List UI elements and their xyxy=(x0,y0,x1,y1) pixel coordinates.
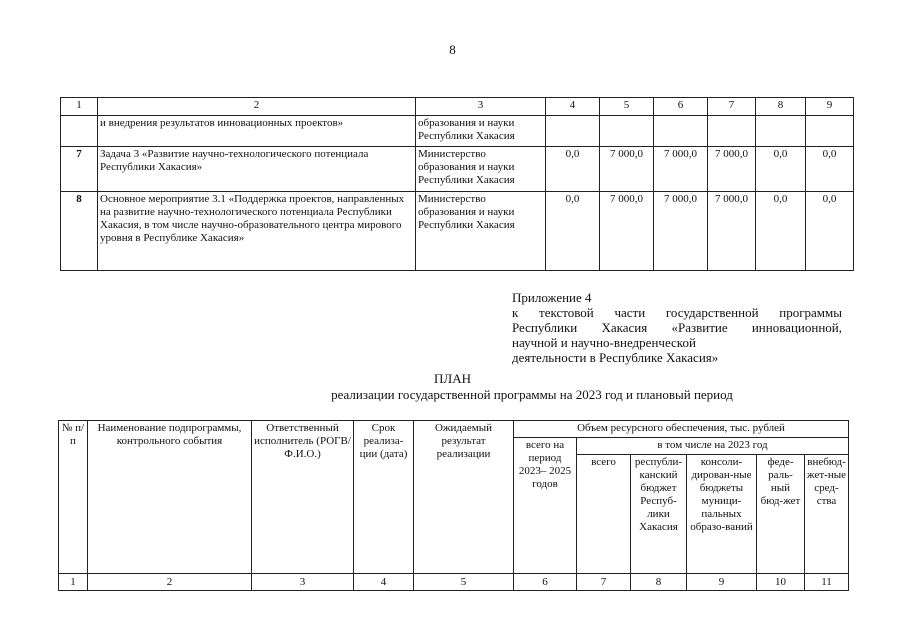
row-number: 8 xyxy=(61,192,98,271)
row-value: 7 000,0 xyxy=(708,147,756,192)
row-value: 0,0 xyxy=(756,192,806,271)
page-number: 8 xyxy=(449,42,456,57)
column-number: 1 xyxy=(59,574,88,591)
header-cell: 6 xyxy=(654,98,708,116)
header-num: № п/п xyxy=(59,421,88,574)
header-extra: внебюд-жет-ные сред-ства xyxy=(805,455,849,574)
row-executor: Министерство образования и науки Республики Хакасия xyxy=(416,147,546,192)
row-executor: образования и науки Республики Хакасия xyxy=(416,116,546,147)
column-number: 9 xyxy=(687,574,757,591)
column-number: 5 xyxy=(414,574,514,591)
row-value: 0,0 xyxy=(546,147,600,192)
appendix-heading xyxy=(512,290,842,365)
header-cell: 1 xyxy=(61,98,98,116)
header-executor: Ответственный исполнитель (РОГВ/Ф.И.О.) xyxy=(252,421,354,574)
column-number: 3 xyxy=(252,574,354,591)
appendix-line: к текстовой части государственной программы xyxy=(512,305,842,320)
header-municipal: консоли-дирован-ные бюджеты муници-пальных образо-ваний xyxy=(687,455,757,574)
column-number: 2 xyxy=(88,574,252,591)
row-name: и внедрения результатов инновационных проектов» xyxy=(98,116,416,147)
row-value: 0,0 xyxy=(756,147,806,192)
row-value xyxy=(546,116,600,147)
row-value: 0,0 xyxy=(806,192,854,271)
table-row xyxy=(61,116,854,147)
header-cell: 5 xyxy=(600,98,654,116)
header-name: Наименование подпрограммы, контрольного события xyxy=(88,421,252,574)
column-number: 11 xyxy=(805,574,849,591)
header-cell: 9 xyxy=(806,98,854,116)
header-cell: 3 xyxy=(416,98,546,116)
row-value: 7 000,0 xyxy=(600,192,654,271)
header-republic: республи-канский бюджет Респуб-лики Хакасия xyxy=(631,455,687,574)
header-total: всего xyxy=(577,455,631,574)
plan-table-header-row xyxy=(59,421,849,438)
header-incl-2023: в том числе на 2023 год xyxy=(577,438,849,455)
header-cell: 4 xyxy=(546,98,600,116)
plan-table xyxy=(58,420,849,591)
row-value xyxy=(806,116,854,147)
row-name: Основное мероприятие 3.1 «Поддержка проектов, направленных на развитие научно-технологического потенциала Республики Хакасия, в том числе научно-образовательного центра мирового уровня в Республике Хакасия» xyxy=(98,192,416,271)
row-value: 0,0 xyxy=(546,192,600,271)
row-value: 7 000,0 xyxy=(600,147,654,192)
appendix-line: деятельности в Республике Хакасия» xyxy=(512,350,719,365)
row-value: 7 000,0 xyxy=(654,192,708,271)
row-value: 7 000,0 xyxy=(708,192,756,271)
row-value xyxy=(756,116,806,147)
budget-table-continuation xyxy=(60,97,854,271)
appendix-line: Республики Хакасия «Развитие инновационной, xyxy=(512,320,842,335)
header-federal: феде-раль-ный бюд-жет xyxy=(757,455,805,574)
row-value xyxy=(708,116,756,147)
column-number: 6 xyxy=(514,574,577,591)
row-value xyxy=(654,116,708,147)
header-total-period: всего на период 2023– 2025 годов xyxy=(514,438,577,574)
plan-title: ПЛАН xyxy=(434,371,471,386)
appendix-line: научной и научно-внедренческой xyxy=(512,335,696,350)
column-number: 4 xyxy=(354,574,414,591)
column-number: 8 xyxy=(631,574,687,591)
header-cell: 7 xyxy=(708,98,756,116)
row-name: Задача 3 «Развитие научно-технологического потенциала Республики Хакасия» xyxy=(98,147,416,192)
header-result: Ожидаемый результат реализации xyxy=(414,421,514,574)
column-number: 10 xyxy=(757,574,805,591)
row-number xyxy=(61,116,98,147)
row-number: 7 xyxy=(61,147,98,192)
row-executor: Министерство образования и науки Республики Хакасия xyxy=(416,192,546,271)
column-number: 7 xyxy=(577,574,631,591)
header-cell: 8 xyxy=(756,98,806,116)
plan-subtitle: реализации государственной программы на 2023 год и плановый период xyxy=(331,387,733,402)
table-header-row xyxy=(61,98,854,116)
header-cell: 2 xyxy=(98,98,416,116)
appendix-line: Приложение 4 xyxy=(512,290,592,305)
row-value: 7 000,0 xyxy=(654,147,708,192)
header-volume: Объем ресурсного обеспечения, тыс. рублей xyxy=(514,421,849,438)
table-row xyxy=(61,147,854,192)
table-row xyxy=(61,192,854,271)
column-number-row xyxy=(59,574,849,591)
row-value: 0,0 xyxy=(806,147,854,192)
header-term: Срок реализа-ции (дата) xyxy=(354,421,414,574)
row-value xyxy=(600,116,654,147)
